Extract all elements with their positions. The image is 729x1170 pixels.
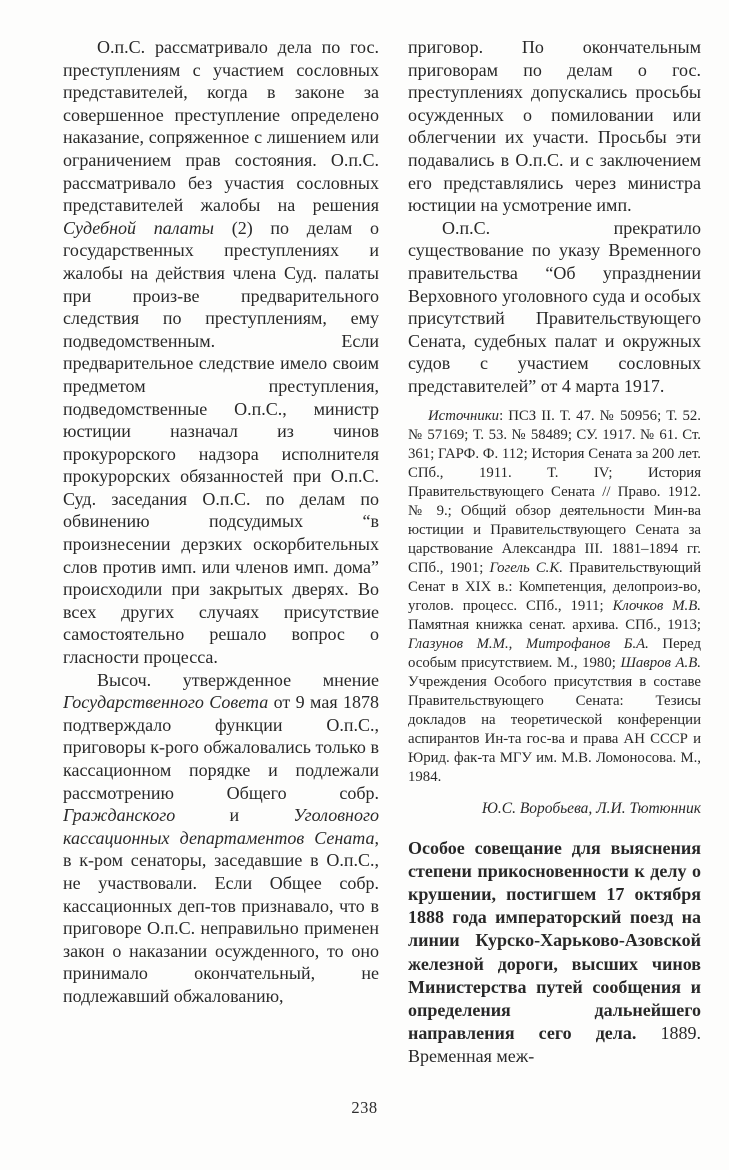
text-run: О.п.С. прекратило существование по указу Временного правительства “Об упразднении Верховного уголовного суда и особых присутствий Правительствующего Сената, судебных палат и окружных судов с участием сословных представителей” от 4 марта 1917. [408,217,701,396]
italic-run-sudebnoy-palaty: Судебной палаты [63,217,214,238]
paragraph-opc-jurisdiction [63,36,379,669]
italic-run-grazhdanskogo: Гражданского [63,805,176,826]
page-number: 238 [351,1098,378,1117]
italic-run-ugolovnogo-departamentov: Уголовного кассационных департаментов Сената [63,805,379,848]
authors-line: Ю.С. Воробьева, Л.И. Тютюнник [481,799,701,817]
text-run: от 9 мая 1878 подтверждало функции О.п.С., приговоры к-рого обжаловались только в кассационном порядке и подлежали рассмотрению Общего собр. [63,692,379,803]
text-run: приговор. По окончательным приговорам по делам о гос. преступлениях допускались просьбы осужденных о помиловании или облегчении их участи. Просьбы эти подавались в О.п.С. и с заключением его представлялись через министра юстиции на усмотрение имп. [408,37,701,216]
sources-paragraph [408,407,701,787]
text-run: О.п.С. рассматривало дела по гос. преступлениям с участием сословных представителей, когда в законе за совершенное преступление определено наказание, сопряженное с лишением или ограничением прав состояния. О.п.С. рассматривало без участия сословных представителей жалобы на решения [63,37,379,216]
text-run: Правительствующий Сенат в XIX в.: Компетенция, делопроиз-во, уголов. процесс. СПб., 1911; [408,559,701,614]
text-run: 1889. Временная меж- [408,1023,701,1067]
paragraph-opc-abolition [408,217,701,398]
paragraph-opc-1878-opinion [63,669,379,1008]
italic-run-authors-glazunov-mitrofanov: Глазунов М.М., Митрофанов Б.А. [408,635,649,652]
paragraph-verdict-continuation [408,36,701,217]
italic-run-author-gogel: Гогель С.К. [489,559,563,576]
text-run: Памятная книжка сенат. архива. СПб., 1913; [408,616,701,633]
text-run: Высоч. утвержденное мнение [97,669,379,690]
text-run: Учреждения Особого присутствия в составе Правительствующего Сената: Тезисы докладов на теоретической конференции аспирантов Ин-та гос-ва и права АН СССР и Юрид. фак-та МГУ им. М.В. Ломоносова. М., 1984. [408,673,701,785]
left-column [63,36,379,1116]
page-footer [0,1098,729,1118]
bold-run-entry-headword: Особое совещание для выяснения степени прикосновенности к делу о крушении, постигшем 17 октября 1888 года императорский поезд на линии Курско-Харьково-Азовской железной дороги, высших чинов Министерства путей сообщения и определения дальнейшего направления сего дела. [408,837,701,1044]
page-columns [63,36,701,1116]
text-run: Перед особым присутствием. М., 1980; [408,635,701,671]
text-run: , в к-ром сенаторы, заседавшие в О.п.С., не участвовали. Если Общее собр. кассационных деп-тов признавало, что в приговоре О.п.С. неправильно применен закон о наказании осужденного, то оно принимало окончательный, не подлежавший обжалованию, [63,827,379,1006]
right-column [408,36,701,1116]
entry-osoboe-soveshchanie [408,837,701,1069]
italic-run-author-klochkov: Клочков М.В. [612,597,701,614]
text-run: и [175,805,294,826]
text-run: : ПСЗ II. Т. 47. № 50956; Т. 52. № 57169; Т. 53. № 58489; СУ. 1917. № 61. Ст. 361; ГАРФ. Ф. 112; История Сената за 200 лет. СПб., 1911. Т. IV; История Правительствующего Сената // Право. 1912. № 9.; Общий обзор деятельности Мин-ва юстиции и Правительствующего Сената за царствование Александра III. 1881–1894 гг. СПб., 1901; [408,407,701,576]
italic-run-author-shavrov: Шавров А.В. [620,654,701,671]
text-run: (2) по делам о государственных преступлениях и жалобы на действия члена Суд. палаты при произ-ве предварительного следствия по преступлениям, ему подведомственным. Если предварительное следствие имело своим предметом преступления, подведомственные О.п.С., министр юстиции назначал из чинов прокурорского надзора исполнителя прокурорских обязанностей при О.п.С. Суд. заседания О.п.С. по делам по обвинению подсудимых “в произнесении дерзких оскорбительных слов против имп. или членов имп. дома” происходили при закрытых дверях. Во всех других случаях присутствие самостоятельно решало вопрос о гласности процесса. [63,217,379,668]
italic-run-gossovet: Государственного Совета [63,692,269,713]
italic-run-istochniki-label: Источники [428,407,500,424]
